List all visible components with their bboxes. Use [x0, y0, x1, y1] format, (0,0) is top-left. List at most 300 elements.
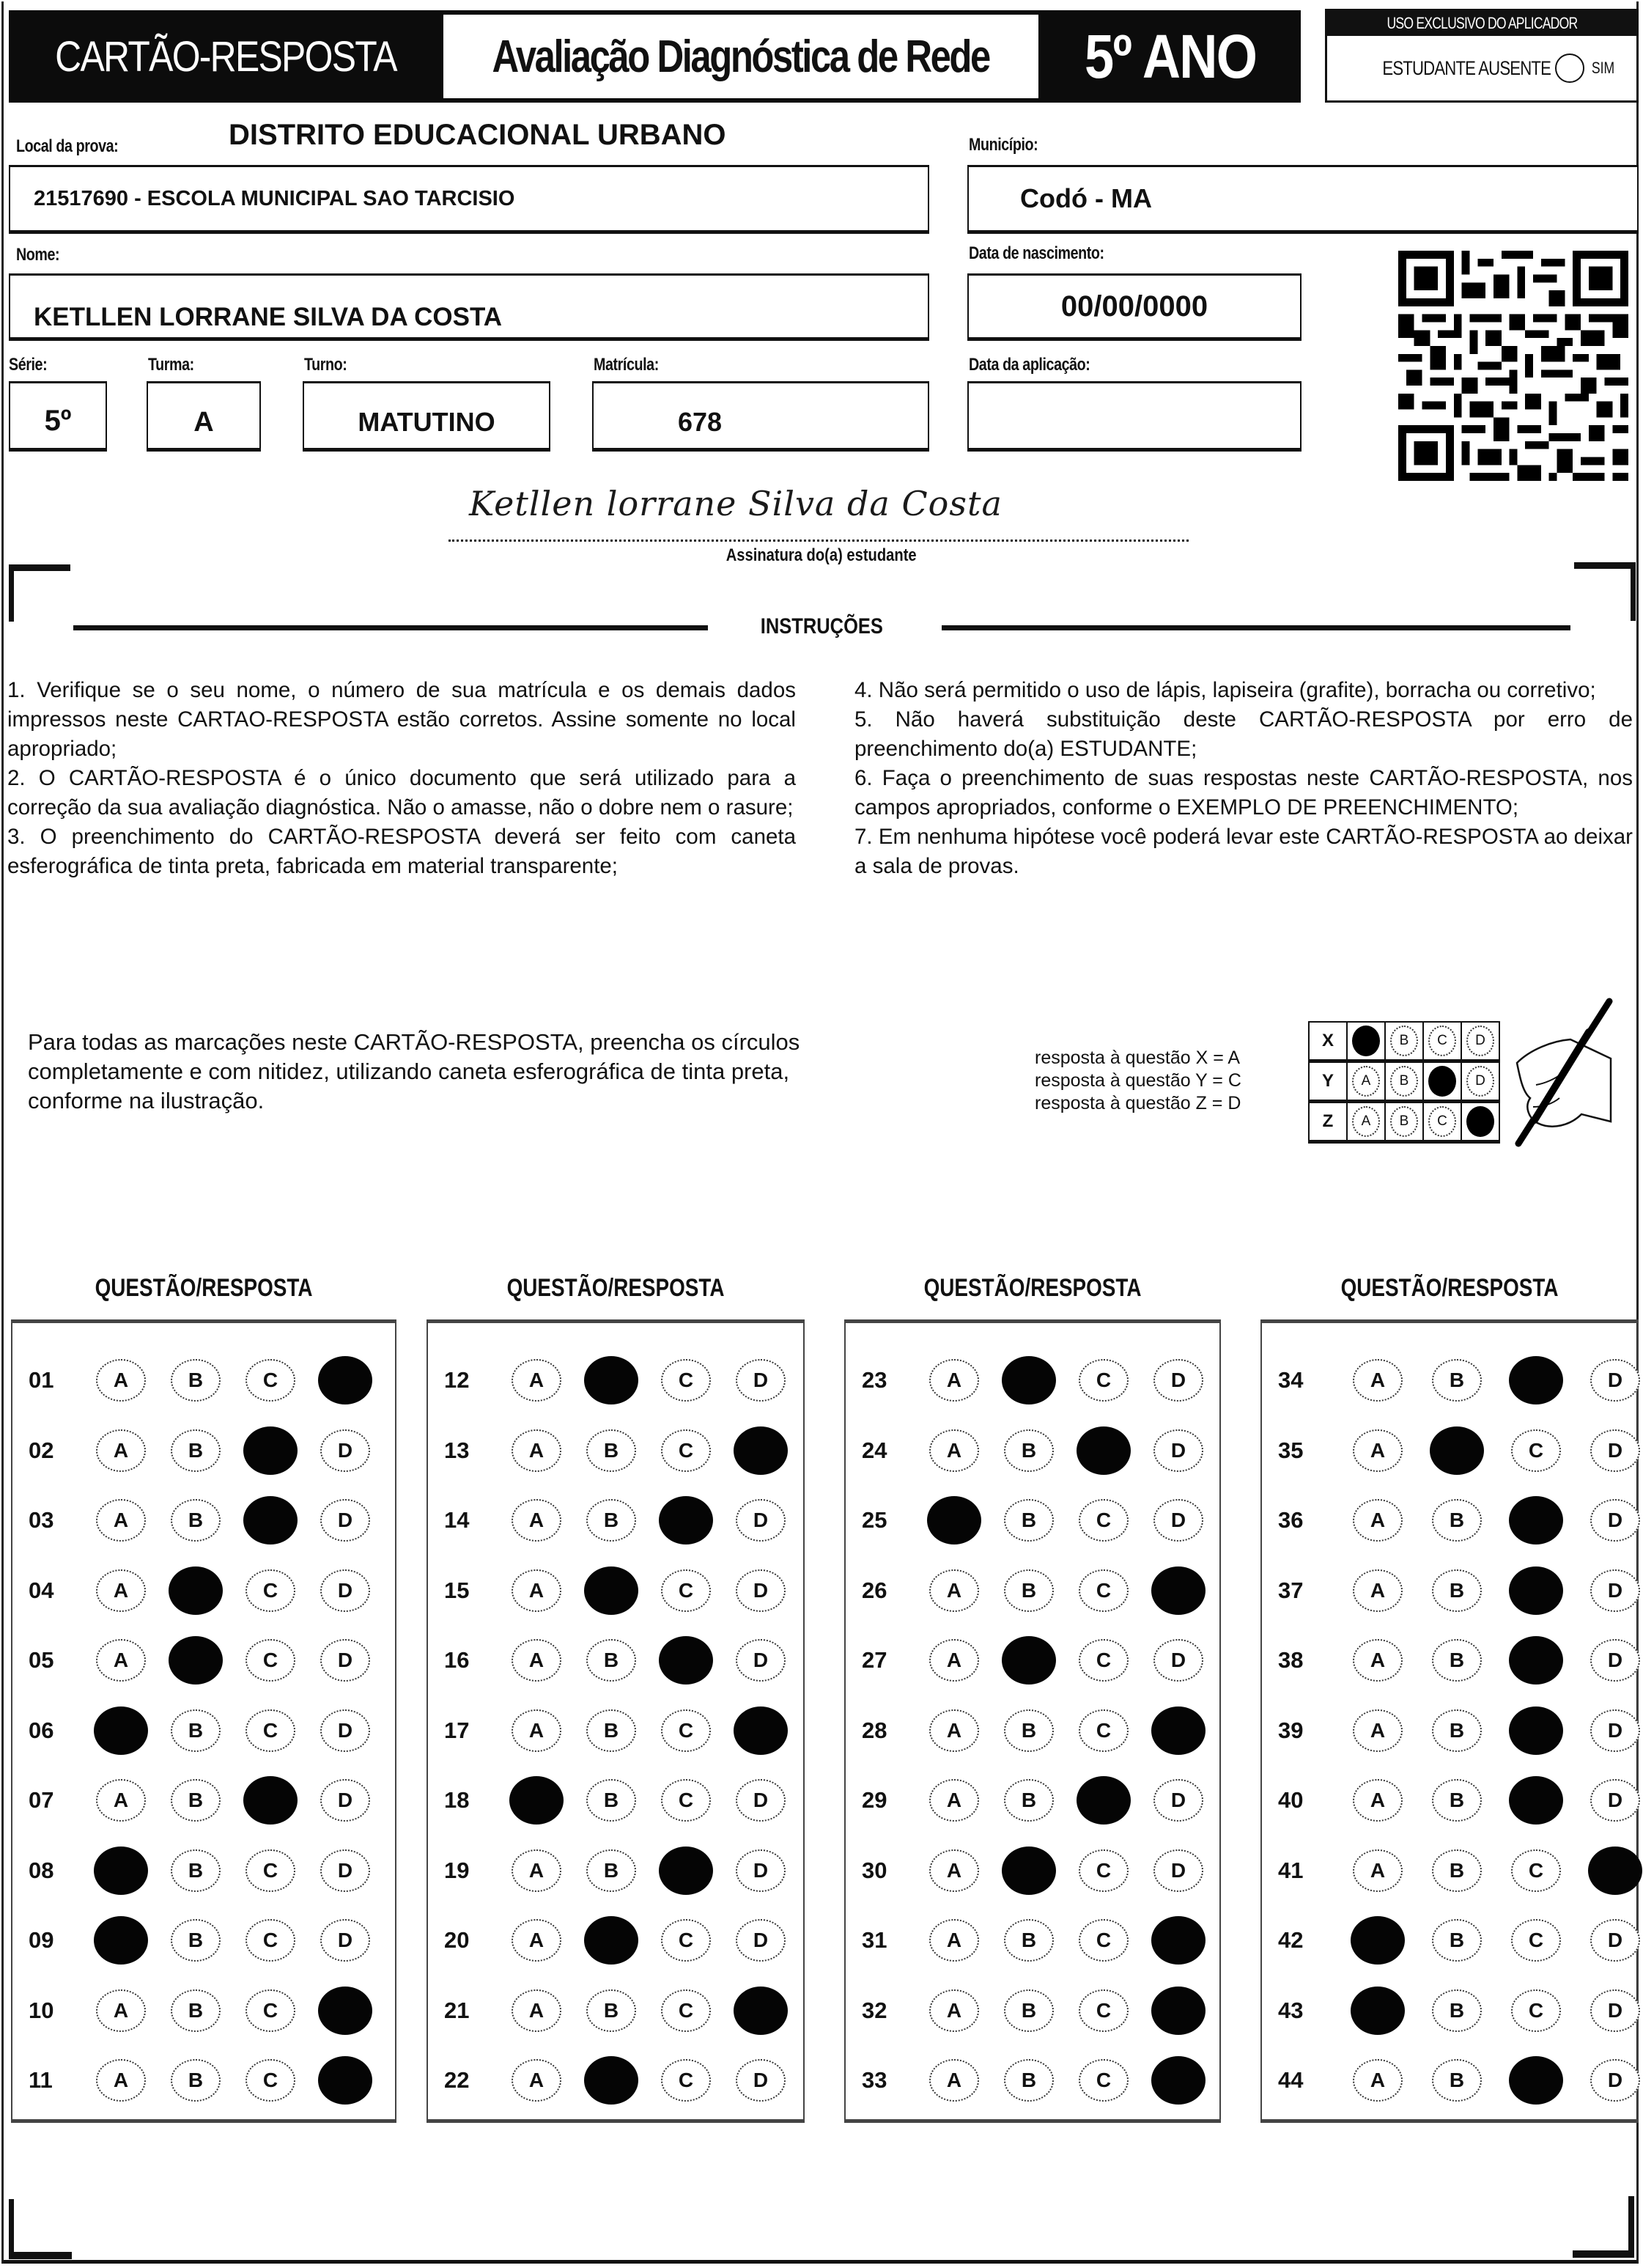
- answer-row: [1262, 1918, 1637, 1962]
- answer-bubble-filled[interactable]: [94, 1916, 148, 1965]
- answer-bubble[interactable]: D: [320, 1569, 370, 1612]
- question-number: 38: [1278, 1647, 1304, 1673]
- question-number: 11: [29, 2067, 53, 2093]
- answer-bubble[interactable]: D: [736, 1569, 786, 1612]
- answer-bubble[interactable]: A: [929, 1919, 979, 1962]
- answer-row: [428, 1849, 803, 1893]
- question-number: 12: [444, 1367, 470, 1393]
- instruction-item: 3. O preenchimento do CARTÃO-RESPOSTA deverá ser feito com caneta esferográfica de tinta preta, fabricada em material transparente;: [7, 825, 796, 878]
- answer-row: [12, 1569, 395, 1613]
- answer-bubble[interactable]: C: [245, 1709, 295, 1752]
- answer-bubble[interactable]: C: [1511, 1849, 1561, 1892]
- applicator-heading-text: USO EXCLUSIVO DO APLICADOR: [1387, 14, 1577, 32]
- name-label: Nome:: [16, 245, 60, 265]
- answer-bubble-filled[interactable]: [584, 1916, 638, 1965]
- answer-bubble[interactable]: C: [245, 1569, 295, 1612]
- instruction-item: 6. Faça o preenchimento de suas respostas neste CARTÃO-RESPOSTA, nos campos apropriados, conforme o EXEMPLO DE PREENCHIMENTO;: [854, 766, 1633, 820]
- answer-bubble[interactable]: D: [1153, 1359, 1203, 1402]
- example-legend-line: resposta à questão Z = D: [1035, 1093, 1241, 1113]
- question-number: 33: [862, 2067, 887, 2093]
- answer-row: [12, 1498, 395, 1542]
- answer-bubble[interactable]: A: [929, 2059, 979, 2102]
- answer-column-4: [1260, 1319, 1639, 2123]
- answer-row: [846, 1778, 1219, 1822]
- answer-bubble-filled[interactable]: [169, 1636, 223, 1685]
- answer-bubble[interactable]: B: [1004, 1989, 1054, 2032]
- answer-bubble[interactable]: B: [171, 1709, 221, 1752]
- question-number: 32: [862, 1997, 887, 2023]
- answer-bubble[interactable]: C: [661, 2059, 711, 2102]
- answer-bubble-filled[interactable]: [1151, 1987, 1206, 2035]
- answer-bubble[interactable]: D: [1153, 1779, 1203, 1822]
- answer-bubble[interactable]: B: [1432, 1919, 1482, 1962]
- answer-bubble[interactable]: D: [320, 1429, 370, 1472]
- answer-bubble[interactable]: B: [171, 1919, 221, 1962]
- answer-bubble[interactable]: B: [1432, 1499, 1482, 1542]
- answer-bubble-filled[interactable]: [659, 1496, 713, 1544]
- municipio-value: Codó - MA: [1020, 183, 1152, 213]
- answer-bubble[interactable]: D: [736, 2059, 786, 2102]
- answer-bubble[interactable]: D: [1153, 1499, 1203, 1542]
- answer-row: [428, 1709, 803, 1753]
- question-number: 05: [29, 1647, 54, 1673]
- birthdate-label: Data de nascimento:: [969, 243, 1104, 263]
- column-header: [1260, 1274, 1639, 1303]
- answer-bubble-filled[interactable]: [1509, 2056, 1563, 2105]
- answer-bubble-filled[interactable]: [94, 1847, 148, 1895]
- answer-bubble[interactable]: B: [1432, 1639, 1482, 1682]
- answer-bubble[interactable]: A: [96, 1569, 146, 1612]
- answer-bubble[interactable]: D: [1590, 1569, 1640, 1612]
- answer-bubble[interactable]: B: [171, 1499, 221, 1542]
- answer-bubble[interactable]: B: [586, 1779, 636, 1822]
- answer-bubble-filled[interactable]: [659, 1636, 713, 1685]
- answer-bubble-filled[interactable]: [659, 1847, 713, 1895]
- answer-row: [12, 1849, 395, 1893]
- answer-bubble-filled[interactable]: [584, 1356, 638, 1404]
- answer-bubble[interactable]: A: [1353, 1639, 1403, 1682]
- answer-bubble[interactable]: C: [1079, 1499, 1129, 1542]
- example-question-label: Z: [1309, 1102, 1347, 1142]
- name-field: [9, 273, 929, 341]
- hand-with-pen-icon: [1501, 997, 1618, 1158]
- answer-bubble[interactable]: D: [1590, 1639, 1640, 1682]
- question-number: 14: [444, 1507, 470, 1533]
- instructions-left-column: [7, 676, 796, 881]
- answer-bubble[interactable]: A: [929, 1989, 979, 2032]
- matricula-label: Matrícula:: [594, 355, 659, 375]
- answer-bubble[interactable]: A: [929, 1639, 979, 1682]
- answer-bubble[interactable]: D: [320, 1849, 370, 1892]
- example-empty-bubble: B: [1390, 1066, 1418, 1097]
- answer-row: [428, 1498, 803, 1542]
- answer-bubble-filled[interactable]: [318, 1356, 372, 1404]
- example-cell: [1347, 1061, 1385, 1102]
- question-number: 22: [444, 2067, 470, 2093]
- question-number: 34: [1278, 1367, 1304, 1393]
- answer-bubble-filled[interactable]: [94, 1706, 148, 1755]
- example-question-label: X: [1309, 1022, 1347, 1061]
- answer-bubble[interactable]: D: [1590, 1429, 1640, 1472]
- answer-bubble[interactable]: A: [929, 1429, 979, 1472]
- answer-bubble[interactable]: D: [1153, 1429, 1203, 1472]
- question-number: 04: [29, 1577, 54, 1603]
- answer-bubble[interactable]: B: [1004, 2059, 1054, 2102]
- application-date-field: [967, 381, 1302, 452]
- answer-bubble[interactable]: B: [586, 1849, 636, 1892]
- answer-bubble[interactable]: D: [320, 1919, 370, 1962]
- answer-bubble-filled[interactable]: [1588, 1847, 1642, 1895]
- answer-bubble[interactable]: B: [586, 1709, 636, 1752]
- answer-bubble[interactable]: C: [1511, 1429, 1561, 1472]
- column-header: [427, 1274, 805, 1303]
- answer-row: [1262, 1498, 1637, 1542]
- answer-bubble[interactable]: B: [586, 1639, 636, 1682]
- example-empty-bubble: D: [1466, 1026, 1494, 1056]
- answer-bubble[interactable]: B: [1432, 1779, 1482, 1822]
- answer-bubble[interactable]: D: [736, 1779, 786, 1822]
- answer-bubble-filled[interactable]: [169, 1566, 223, 1615]
- answer-bubble[interactable]: C: [1079, 1639, 1129, 1682]
- answer-bubble[interactable]: D: [736, 1849, 786, 1892]
- answer-bubble[interactable]: C: [1079, 1919, 1129, 1962]
- question-number: 24: [862, 1437, 887, 1463]
- answer-bubble-filled[interactable]: [1151, 1916, 1206, 1965]
- answer-bubble[interactable]: C: [245, 1989, 295, 2032]
- answer-bubble[interactable]: A: [1353, 1359, 1403, 1402]
- question-number: 17: [444, 1717, 470, 1743]
- signature-caption-text: Assinatura do(a) estudante: [726, 545, 917, 565]
- answer-bubble[interactable]: B: [1004, 1779, 1054, 1822]
- answer-bubble[interactable]: D: [1590, 1779, 1640, 1822]
- example-cell: [1423, 1061, 1461, 1102]
- answer-bubble[interactable]: A: [512, 1359, 561, 1402]
- example-legend: [1035, 1047, 1241, 1115]
- answer-bubble-filled[interactable]: [1509, 1776, 1563, 1825]
- answer-bubble[interactable]: C: [661, 1569, 711, 1612]
- example-question-label: Y: [1309, 1061, 1347, 1102]
- answer-row: [846, 1849, 1219, 1893]
- answer-bubble[interactable]: C: [245, 1359, 295, 1402]
- answer-bubble-filled[interactable]: [243, 1776, 298, 1825]
- question-number: 28: [862, 1717, 887, 1743]
- corner-mark-top-right-vertical: [1631, 562, 1636, 621]
- answer-bubble-filled[interactable]: [1509, 1706, 1563, 1755]
- answer-bubble-filled[interactable]: [509, 1776, 564, 1825]
- answer-row: [1262, 1638, 1637, 1682]
- answer-bubble[interactable]: D: [736, 1639, 786, 1682]
- answer-bubble-filled[interactable]: [318, 1987, 372, 2035]
- answer-bubble-filled[interactable]: [1151, 2056, 1206, 2105]
- answer-bubble[interactable]: A: [929, 1849, 979, 1892]
- answer-bubble[interactable]: B: [1004, 1709, 1054, 1752]
- answer-bubble[interactable]: A: [929, 1359, 979, 1402]
- question-number: 20: [444, 1927, 470, 1953]
- question-number: 37: [1278, 1577, 1304, 1603]
- assessment-title-text: Avaliação Diagnóstica de Rede: [492, 31, 990, 82]
- absent-student-bubble[interactable]: [1555, 54, 1584, 83]
- question-number: 01: [29, 1367, 54, 1393]
- question-number: 19: [444, 1857, 470, 1883]
- absent-student-row: [1327, 36, 1636, 100]
- answer-bubble[interactable]: C: [1079, 1849, 1129, 1892]
- answer-bubble[interactable]: B: [171, 1989, 221, 2032]
- answer-bubble[interactable]: D: [320, 1499, 370, 1542]
- question-number: 35: [1278, 1437, 1304, 1463]
- answer-bubble[interactable]: C: [1079, 1569, 1129, 1612]
- answer-bubble[interactable]: C: [245, 1919, 295, 1962]
- answer-bubble[interactable]: D: [1590, 1359, 1640, 1402]
- school-field: [9, 165, 929, 234]
- answer-row: [846, 1918, 1219, 1962]
- answer-bubble[interactable]: C: [1511, 1919, 1561, 1962]
- question-number: 41: [1278, 1857, 1304, 1883]
- answer-row: [846, 1358, 1219, 1402]
- answer-bubble[interactable]: D: [736, 1919, 786, 1962]
- matricula-value: 678: [678, 407, 723, 437]
- example-empty-bubble: A: [1352, 1066, 1380, 1097]
- answer-bubble-filled[interactable]: [927, 1496, 981, 1544]
- answer-bubble[interactable]: B: [586, 1989, 636, 2032]
- answer-bubble[interactable]: A: [512, 1709, 561, 1752]
- answer-row: [1262, 1709, 1637, 1753]
- answer-column-2: [427, 1319, 805, 2123]
- answer-bubble[interactable]: A: [1353, 1569, 1403, 1612]
- answer-bubble[interactable]: A: [512, 1919, 561, 1962]
- corner-mark-bottom-right-vertical: [1628, 2196, 1634, 2256]
- question-number: 31: [862, 1927, 887, 1953]
- answer-bubble[interactable]: D: [1590, 2059, 1640, 2102]
- answer-bubble[interactable]: B: [586, 1499, 636, 1542]
- question-number: 08: [29, 1857, 54, 1883]
- municipio-field: [967, 165, 1639, 234]
- answer-bubble[interactable]: C: [245, 1849, 295, 1892]
- question-number: 09: [29, 1927, 54, 1953]
- answer-bubble[interactable]: A: [512, 1499, 561, 1542]
- answer-bubble[interactable]: A: [96, 1639, 146, 1682]
- question-number: 23: [862, 1367, 887, 1393]
- answer-bubble[interactable]: A: [929, 1709, 979, 1752]
- answer-bubble[interactable]: C: [245, 1639, 295, 1682]
- answer-bubble-filled[interactable]: [318, 2056, 372, 2105]
- birthdate-value: 00/00/0000: [1060, 290, 1208, 323]
- answer-row: [428, 1989, 803, 2033]
- answer-bubble[interactable]: A: [1353, 2059, 1403, 2102]
- answer-bubble[interactable]: A: [96, 1779, 146, 1822]
- answer-bubble-filled[interactable]: [1151, 1706, 1206, 1755]
- turma-label: Turma:: [148, 355, 194, 375]
- answer-bubble[interactable]: A: [929, 1569, 979, 1612]
- instructions-title-text: INSTRUÇÕES: [760, 614, 883, 638]
- example-row: [1309, 1022, 1499, 1061]
- answer-bubble-filled[interactable]: [1509, 1356, 1563, 1404]
- answer-bubble[interactable]: B: [1004, 1429, 1054, 1472]
- answer-bubble[interactable]: B: [1432, 1569, 1482, 1612]
- question-number: 25: [862, 1507, 887, 1533]
- answer-bubble[interactable]: A: [96, 1989, 146, 2032]
- answer-row: [12, 1358, 395, 1402]
- answer-bubble[interactable]: C: [1079, 1359, 1129, 1402]
- answer-bubble[interactable]: A: [929, 1779, 979, 1822]
- answer-bubble[interactable]: B: [1432, 2059, 1482, 2102]
- answer-bubble[interactable]: C: [661, 1919, 711, 1962]
- assessment-title: [443, 15, 1038, 98]
- question-number: 18: [444, 1787, 470, 1813]
- application-date-label: Data da aplicação:: [969, 355, 1090, 375]
- answer-bubble[interactable]: D: [320, 1779, 370, 1822]
- answer-bubble-filled[interactable]: [584, 2056, 638, 2105]
- corner-mark-top-left: [9, 564, 70, 571]
- district-name: DISTRITO EDUCACIONAL URBANO: [229, 119, 726, 151]
- turma-field: [147, 381, 261, 452]
- answer-row: [1262, 1569, 1637, 1613]
- answer-bubble[interactable]: D: [1153, 1639, 1203, 1682]
- answer-bubble[interactable]: B: [1004, 1499, 1054, 1542]
- answer-bubble[interactable]: D: [320, 1639, 370, 1682]
- instruction-item: 4. Não será permitido o uso de lápis, lapiseira (grafite), borracha ou corretivo;: [854, 678, 1596, 702]
- answer-bubble[interactable]: D: [1153, 1849, 1203, 1892]
- answer-bubble[interactable]: B: [171, 1429, 221, 1472]
- answer-row: [428, 1918, 803, 1962]
- answer-bubble[interactable]: A: [1353, 1709, 1403, 1752]
- answer-bubble-filled[interactable]: [734, 1706, 788, 1755]
- answer-bubble-filled[interactable]: [1151, 1566, 1206, 1615]
- answer-bubble[interactable]: C: [1079, 1709, 1129, 1752]
- answer-bubble[interactable]: B: [171, 1779, 221, 1822]
- answer-bubble-filled[interactable]: [243, 1496, 298, 1544]
- answer-bubble[interactable]: C: [661, 1709, 711, 1752]
- column-header-text: QUESTÃO/RESPOSTA: [95, 1274, 313, 1302]
- grade-badge: [1041, 10, 1301, 103]
- answer-bubble[interactable]: C: [1079, 2059, 1129, 2102]
- question-number: 02: [29, 1437, 54, 1463]
- answer-bubble[interactable]: B: [1432, 1709, 1482, 1752]
- answer-bubble-filled[interactable]: [243, 1426, 298, 1475]
- matricula-field: [592, 381, 929, 452]
- serie-label: Série:: [9, 355, 48, 375]
- example-filled-bubble: [1466, 1106, 1494, 1137]
- answer-column-3: [844, 1319, 1221, 2123]
- answer-row: [846, 1709, 1219, 1753]
- answer-bubble[interactable]: C: [1079, 1989, 1129, 2032]
- corner-mark-bottom-left: [9, 2252, 72, 2259]
- answer-bubble[interactable]: D: [320, 1709, 370, 1752]
- example-cell: [1347, 1102, 1385, 1142]
- answer-bubble[interactable]: C: [661, 1359, 711, 1402]
- answer-row: [428, 1569, 803, 1613]
- answer-bubble-filled[interactable]: [1351, 1916, 1405, 1965]
- answer-bubble[interactable]: A: [512, 1639, 561, 1682]
- answer-row: [1262, 1778, 1637, 1822]
- answer-bubble[interactable]: C: [1511, 1989, 1561, 2032]
- answer-bubble[interactable]: B: [1432, 1359, 1482, 1402]
- answer-bubble[interactable]: A: [96, 1499, 146, 1542]
- answer-row: [1262, 1358, 1637, 1402]
- answer-row: [428, 1429, 803, 1473]
- answer-bubble-filled[interactable]: [584, 1566, 638, 1615]
- example-row: [1309, 1061, 1499, 1102]
- answer-bubble[interactable]: A: [512, 2059, 561, 2102]
- example-cell: [1461, 1061, 1499, 1102]
- answer-bubble[interactable]: B: [1004, 1919, 1054, 1962]
- answer-bubble[interactable]: C: [661, 1429, 711, 1472]
- answer-bubble[interactable]: A: [96, 1429, 146, 1472]
- answer-bubble[interactable]: C: [245, 2059, 295, 2102]
- answer-bubble[interactable]: A: [1353, 1499, 1403, 1542]
- answer-bubble-filled[interactable]: [734, 1426, 788, 1475]
- answer-bubble[interactable]: B: [171, 1359, 221, 1402]
- example-filled-bubble: [1428, 1066, 1456, 1097]
- column-header-text: QUESTÃO/RESPOSTA: [1340, 1274, 1559, 1302]
- answer-bubble[interactable]: B: [1432, 1989, 1482, 2032]
- answer-bubble[interactable]: D: [1590, 1499, 1640, 1542]
- answer-bubble[interactable]: D: [736, 1499, 786, 1542]
- fill-instructions-note: Para todas as marcações neste CARTÃO-RESPOSTA, preencha os círculos completamente e com nitidez, utilizando caneta esferográfica de tinta preta, conforme na ilustração.: [28, 1029, 800, 1113]
- example-empty-bubble: B: [1390, 1106, 1418, 1137]
- answer-bubble-filled[interactable]: [1002, 1636, 1056, 1685]
- answer-bubble-filled[interactable]: [1509, 1566, 1563, 1615]
- answer-bubble-filled[interactable]: [1430, 1426, 1484, 1475]
- question-number: 39: [1278, 1717, 1304, 1743]
- answer-bubble[interactable]: A: [1353, 1849, 1403, 1892]
- answer-bubble-filled[interactable]: [1077, 1776, 1131, 1825]
- answer-bubble[interactable]: D: [1590, 1989, 1640, 2032]
- answer-bubble[interactable]: A: [1353, 1429, 1403, 1472]
- grade-badge-text: 5º ANO: [1085, 21, 1257, 91]
- answer-bubble[interactable]: B: [171, 1849, 221, 1892]
- absent-student-label: ESTUDANTE AUSENTE: [1382, 56, 1551, 79]
- example-filled-bubble: [1352, 1026, 1380, 1056]
- answer-bubble[interactable]: A: [512, 1429, 561, 1472]
- answer-bubble[interactable]: A: [96, 2059, 146, 2102]
- answer-bubble[interactable]: D: [1590, 1709, 1640, 1752]
- answer-bubble[interactable]: C: [661, 1989, 711, 2032]
- answer-bubble[interactable]: A: [96, 1359, 146, 1402]
- question-number: 42: [1278, 1927, 1304, 1953]
- example-cell: [1461, 1022, 1499, 1061]
- answer-bubble[interactable]: A: [512, 1989, 561, 2032]
- question-number: 06: [29, 1717, 54, 1743]
- answer-bubble[interactable]: B: [1004, 1569, 1054, 1612]
- school-value: 21517690 - ESCOLA MUNICIPAL SAO TARCISIO: [34, 186, 515, 210]
- answer-bubble[interactable]: C: [661, 1779, 711, 1822]
- example-row: [1309, 1102, 1499, 1142]
- answer-bubble[interactable]: B: [171, 2059, 221, 2102]
- answer-bubble[interactable]: A: [1353, 1779, 1403, 1822]
- answer-bubble-filled[interactable]: [1351, 1987, 1405, 2035]
- answer-bubble[interactable]: B: [586, 1429, 636, 1472]
- answer-row: [12, 1778, 395, 1822]
- answer-bubble-filled[interactable]: [1002, 1356, 1056, 1404]
- answer-bubble-filled[interactable]: [1509, 1636, 1563, 1685]
- answer-bubble[interactable]: B: [1432, 1849, 1482, 1892]
- answer-row: [428, 2058, 803, 2102]
- answer-bubble[interactable]: D: [736, 1359, 786, 1402]
- instructions-right-column: [854, 676, 1633, 881]
- answer-bubble-filled[interactable]: [1509, 1496, 1563, 1544]
- answer-bubble[interactable]: D: [1590, 1919, 1640, 1962]
- answer-bubble-filled[interactable]: [1077, 1426, 1131, 1475]
- answer-bubble[interactable]: A: [512, 1569, 561, 1612]
- answer-bubble[interactable]: A: [512, 1849, 561, 1892]
- answer-bubble-filled[interactable]: [734, 1987, 788, 2035]
- question-number: 40: [1278, 1787, 1304, 1813]
- instruction-item: 5. Não haverá substituição deste CARTÃO-RESPOSTA por erro de preenchimento do(a) ESTUDANTE;: [854, 707, 1633, 761]
- answer-row: [12, 1429, 395, 1473]
- applicator-box: [1325, 9, 1639, 103]
- answer-row: [846, 1429, 1219, 1473]
- answer-bubble-filled[interactable]: [1002, 1847, 1056, 1895]
